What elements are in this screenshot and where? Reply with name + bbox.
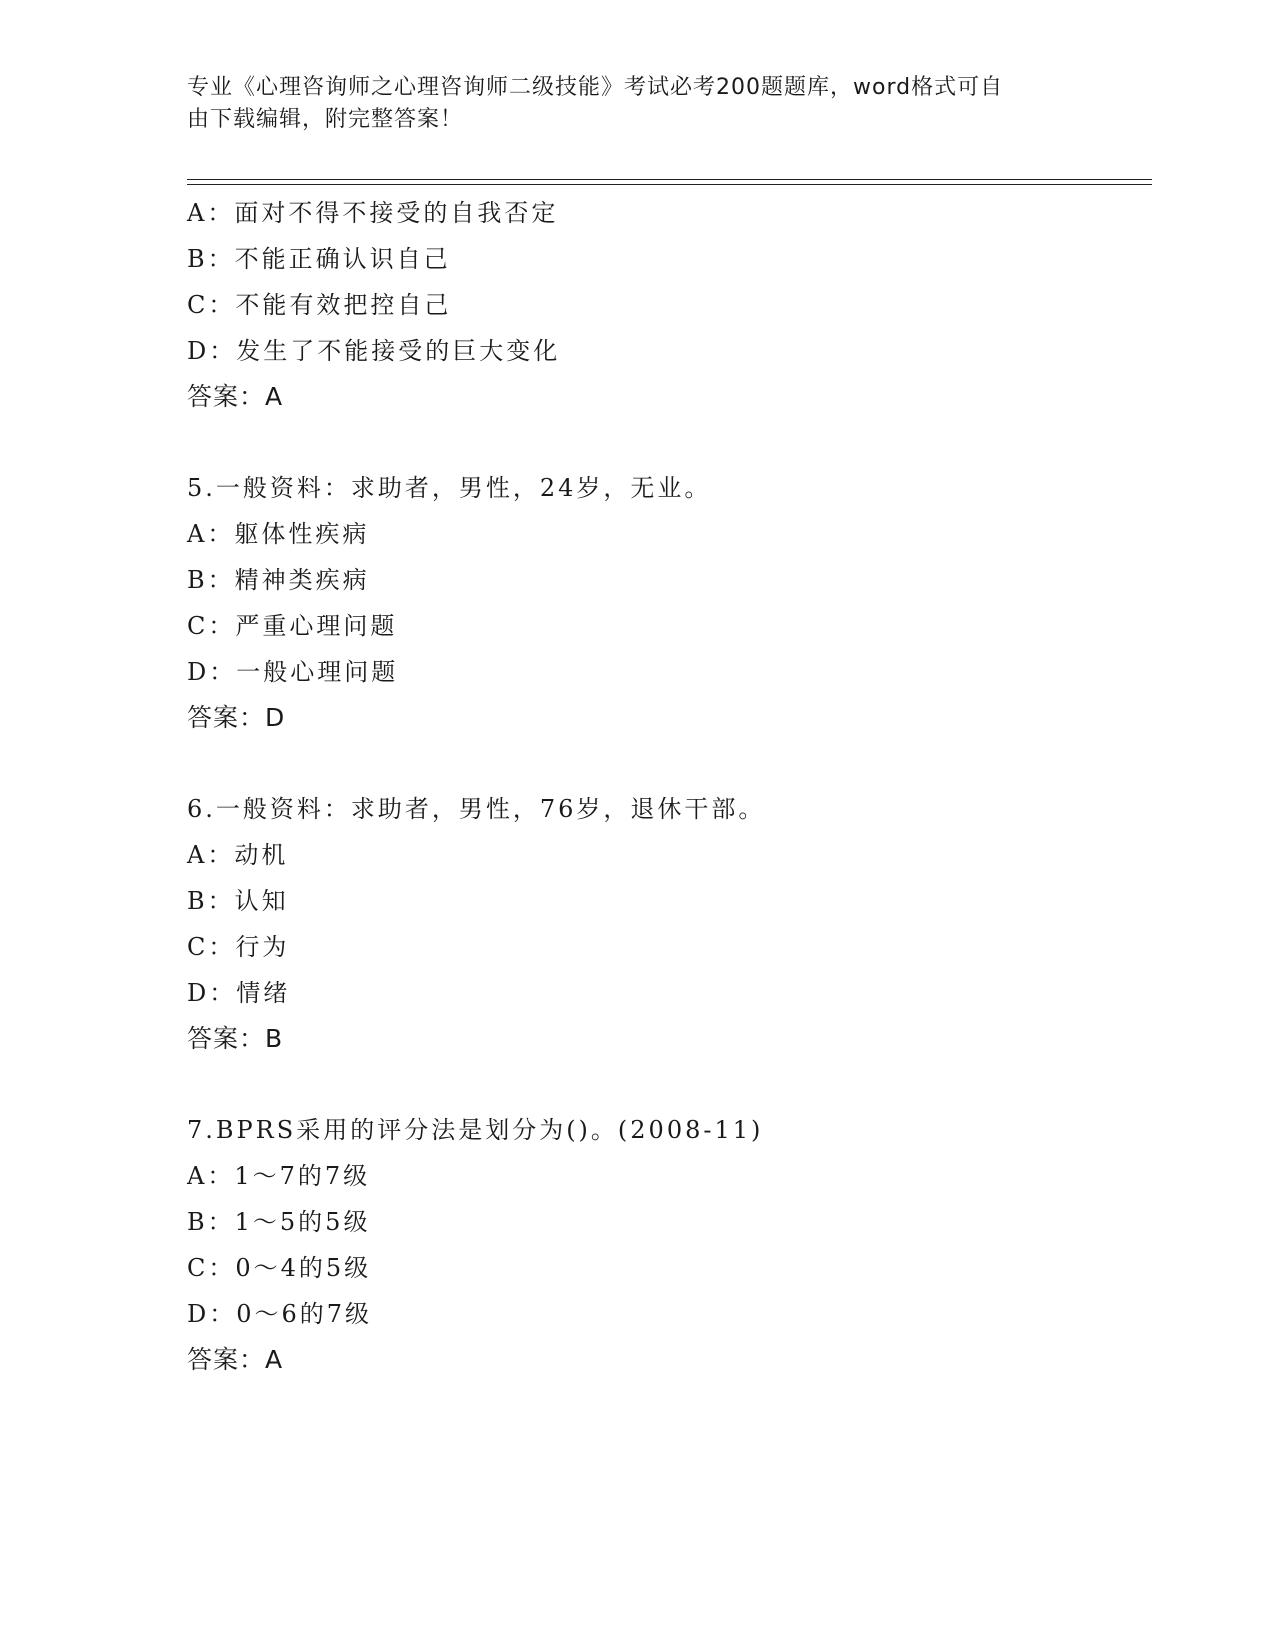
header-divider-top [187, 179, 1152, 180]
option-c: C：行为 [187, 933, 290, 961]
header-line-2: 由下载编辑，附完整答案！ [187, 107, 464, 132]
option-d: D：一般心理问题 [187, 658, 399, 686]
option-d: D：发生了不能接受的巨大变化 [187, 337, 561, 365]
question-block-previous [187, 190, 1152, 420]
question-block-6 [187, 786, 1152, 1062]
option-b: B：不能正确认识自己 [187, 245, 451, 273]
question-stem: 6.一般资料：求助者，男性，76岁，退休干部。 [187, 795, 766, 823]
option-d: D：情绪 [187, 979, 291, 1007]
answer-line: 答案：B [187, 1024, 284, 1053]
option-b: B：1～5的5级 [187, 1208, 371, 1236]
option-c: C：0～4的5级 [187, 1254, 372, 1282]
option-c: C：严重心理问题 [187, 612, 398, 640]
option-d: D：0～6的7级 [187, 1300, 373, 1328]
header-divider-bottom [187, 184, 1152, 185]
option-b: B：精神类疾病 [187, 566, 370, 594]
question-stem: 7.BPRS采用的评分法是划分为()。(2008-11) [187, 1116, 764, 1144]
answer-line: 答案：A [187, 1345, 284, 1374]
question-block-7 [187, 1107, 1152, 1383]
document-header [187, 72, 1067, 136]
answer-line: 答案：A [187, 382, 284, 411]
question-stem: 5.一般资料：求助者，男性，24岁，无业。 [187, 474, 712, 502]
option-a: A：躯体性疾病 [187, 520, 370, 548]
question-list [187, 190, 1152, 1383]
option-a: A：动机 [187, 841, 289, 869]
option-b: B：认知 [187, 887, 289, 915]
question-block-5 [187, 465, 1152, 741]
header-line-1: 专业《心理咨询师之心理咨询师二级技能》考试必考200题题库，word格式可自 [187, 75, 1004, 100]
option-a: A：1～7的7级 [187, 1162, 371, 1190]
option-c: C：不能有效把控自己 [187, 291, 452, 319]
answer-line: 答案：D [187, 703, 286, 732]
option-a: A：面对不得不接受的自我否定 [187, 199, 559, 227]
